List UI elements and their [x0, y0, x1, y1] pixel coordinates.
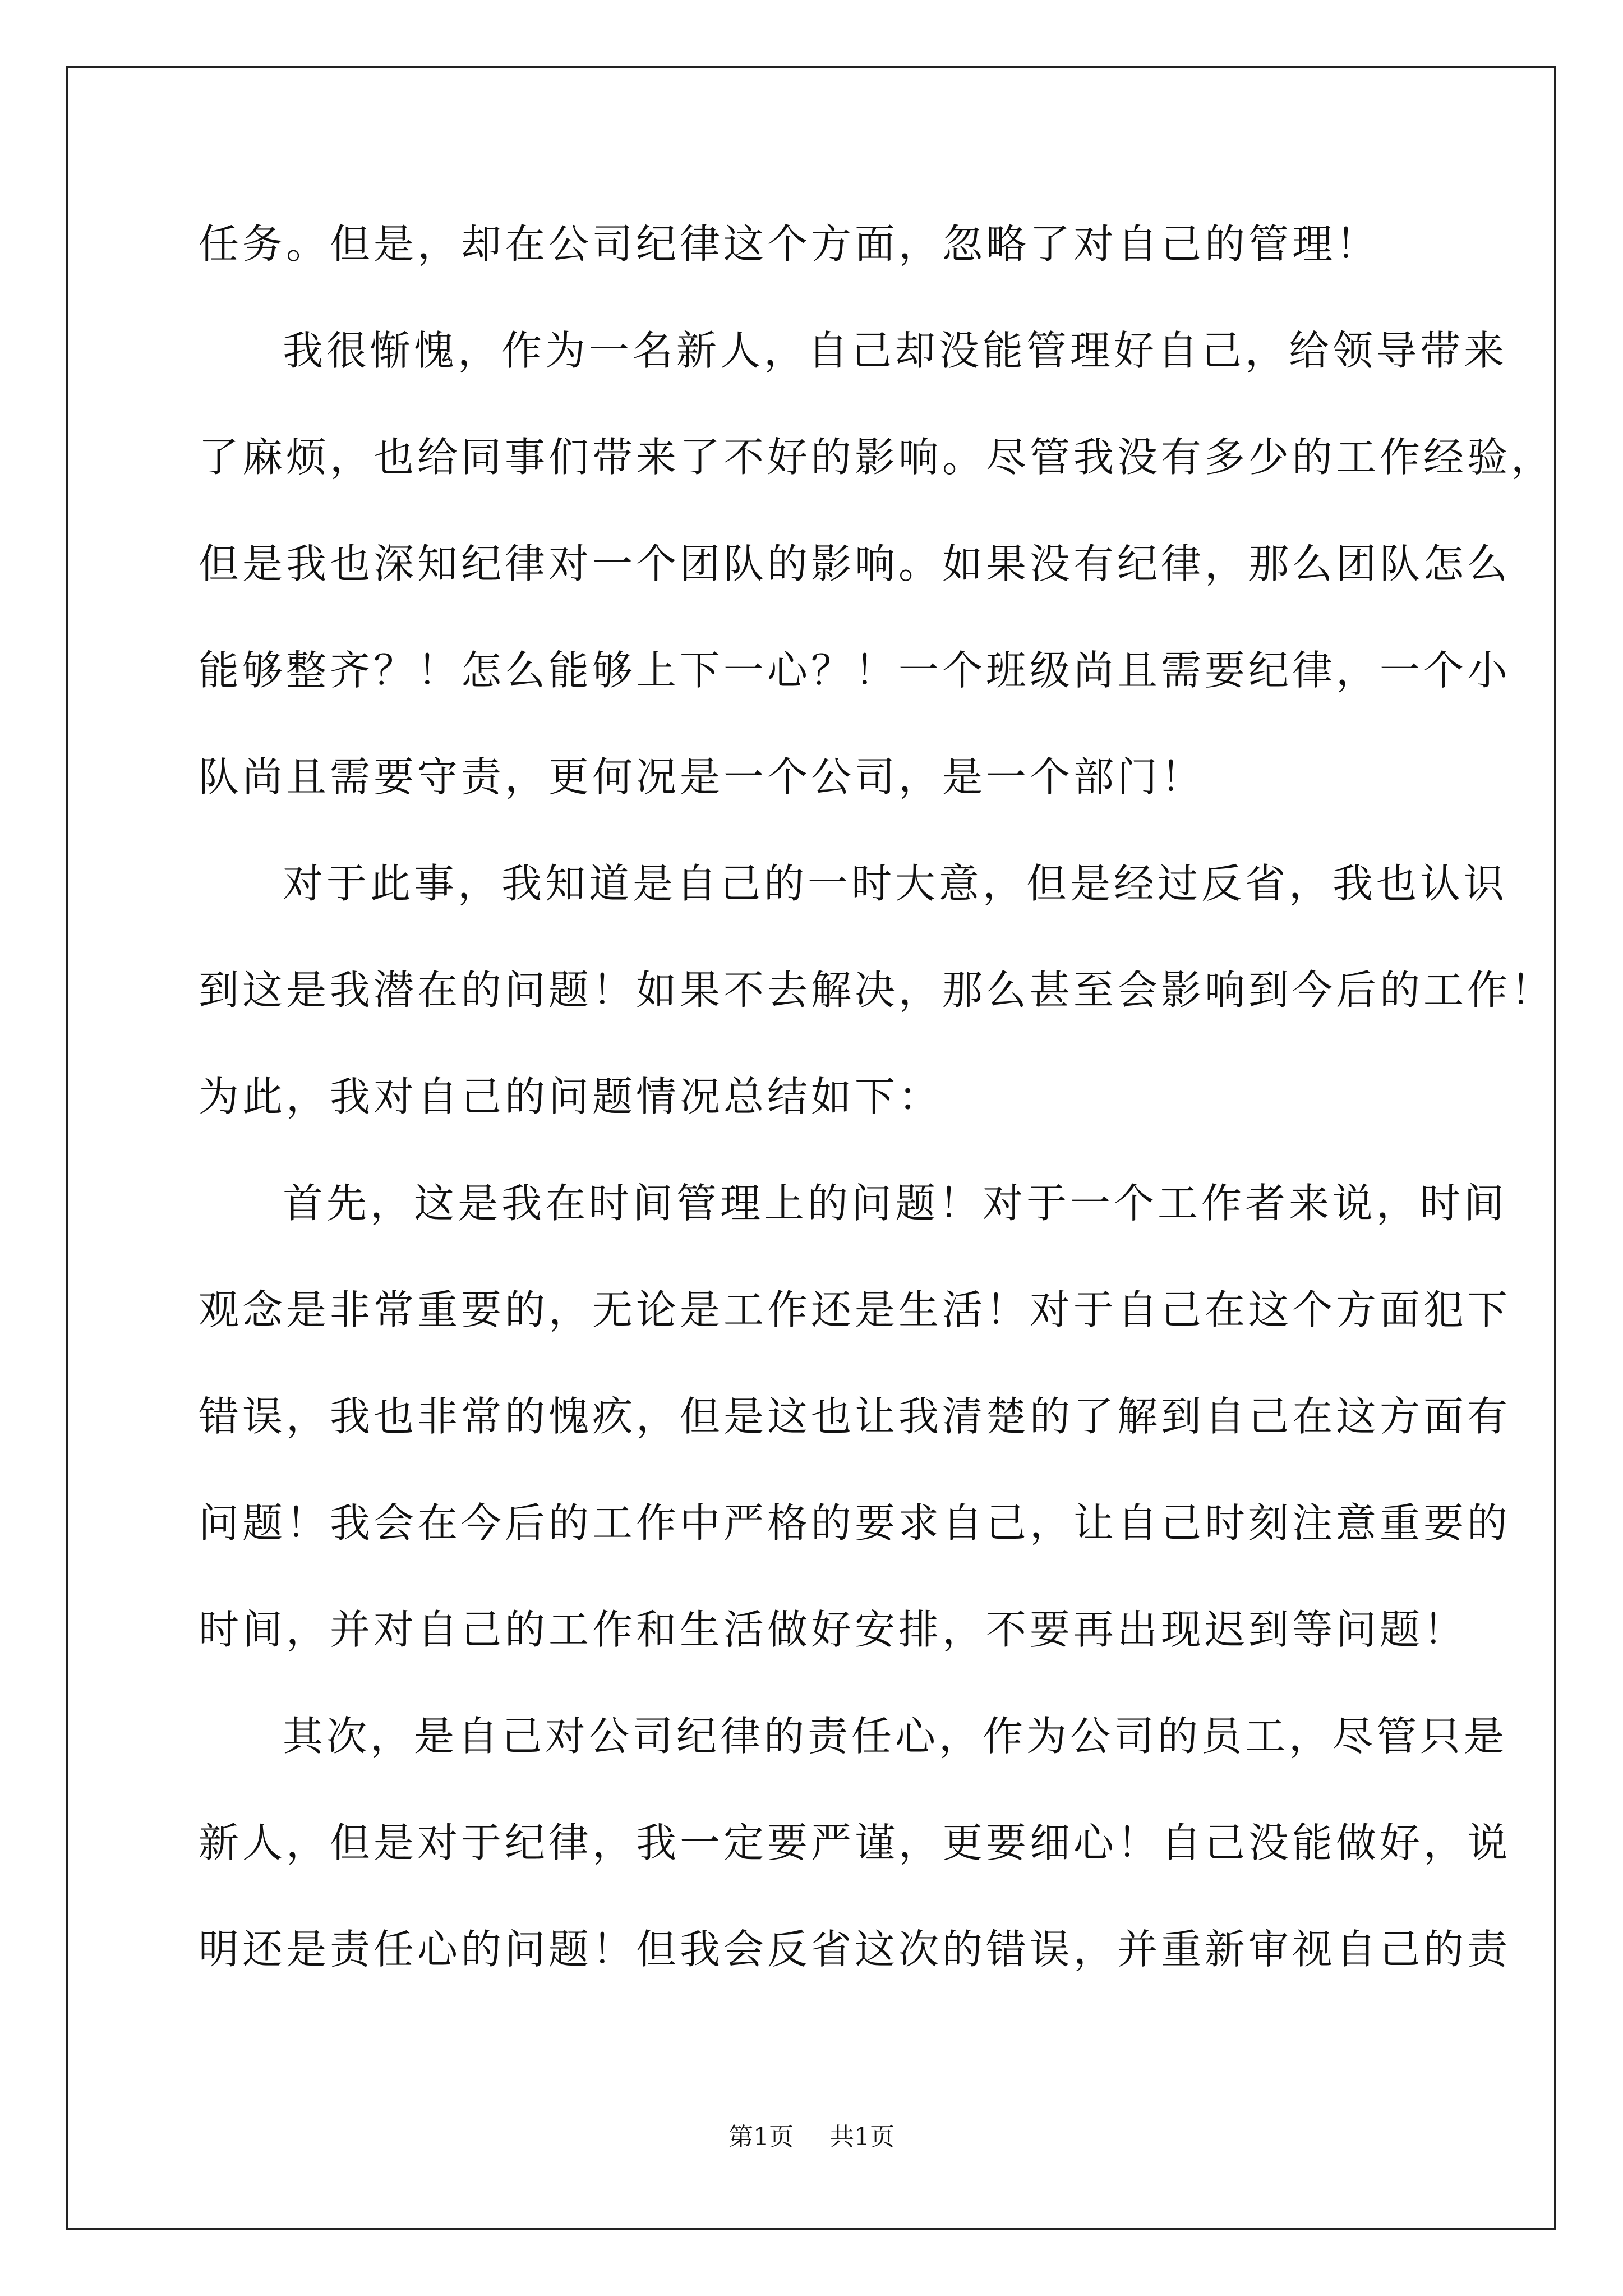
page-number-total: 共1页 — [829, 2123, 895, 2151]
text-line: 时间，并对自己的工作和生活做好安排，不要再出现迟到等问题！ — [199, 1606, 1468, 1653]
page-border — [66, 66, 1556, 2230]
text-line: 错误，我也非常的愧疚，但是这也让我清楚的了解到自己在这方面有 — [199, 1393, 1511, 1440]
text-line: 队尚且需要守责，更何况是一个公司，是一个部门！ — [199, 753, 1205, 800]
text-line: 但是我也深知纪律对一个团队的影响。如果没有纪律，那么团队怎么 — [199, 540, 1511, 587]
text-line: 明还是责任心的问题！但我会反省这次的错误，并重新审视自己的责 — [199, 1926, 1511, 1973]
text-line: 我很惭愧，作为一名新人，自己却没能管理好自己，给领导带来 — [283, 327, 1508, 374]
text-line: 对于此事，我知道是自己的一时大意，但是经过反省，我也认识 — [283, 860, 1508, 907]
page-number-current: 第1页 — [728, 2123, 794, 2151]
text-line: 为此，我对自己的问题情况总结如下： — [199, 1073, 943, 1120]
text-line: 到这是我潜在的问题！如果不去解决，那么甚至会影响到今后的工作！ — [199, 967, 1555, 1014]
text-line: 其次，是自己对公司纪律的责任心，作为公司的员工，尽管只是 — [283, 1713, 1508, 1760]
text-line: 新人，但是对于纪律，我一定要严谨，更要细心！自己没能做好，说 — [199, 1819, 1511, 1866]
text-line: 任务。但是，却在公司纪律这个方面，忽略了对自己的管理！ — [199, 220, 1380, 268]
page-footer — [0, 2120, 1623, 2154]
text-line: 了麻烦，也给同事们带来了不好的影响。尽管我没有多少的工作经验， — [199, 434, 1555, 481]
text-line: 能够整齐？！怎么能够上下一心？！一个班级尚且需要纪律，一个小 — [199, 647, 1511, 694]
text-line: 问题！我会在今后的工作中严格的要求自己，让自己时刻注意重要的 — [199, 1499, 1511, 1547]
text-line: 首先，这是我在时间管理上的问题！对于一个工作者来说，时间 — [283, 1180, 1508, 1227]
text-line: 观念是非常重要的，无论是工作还是生活！对于自己在这个方面犯下 — [199, 1286, 1511, 1333]
